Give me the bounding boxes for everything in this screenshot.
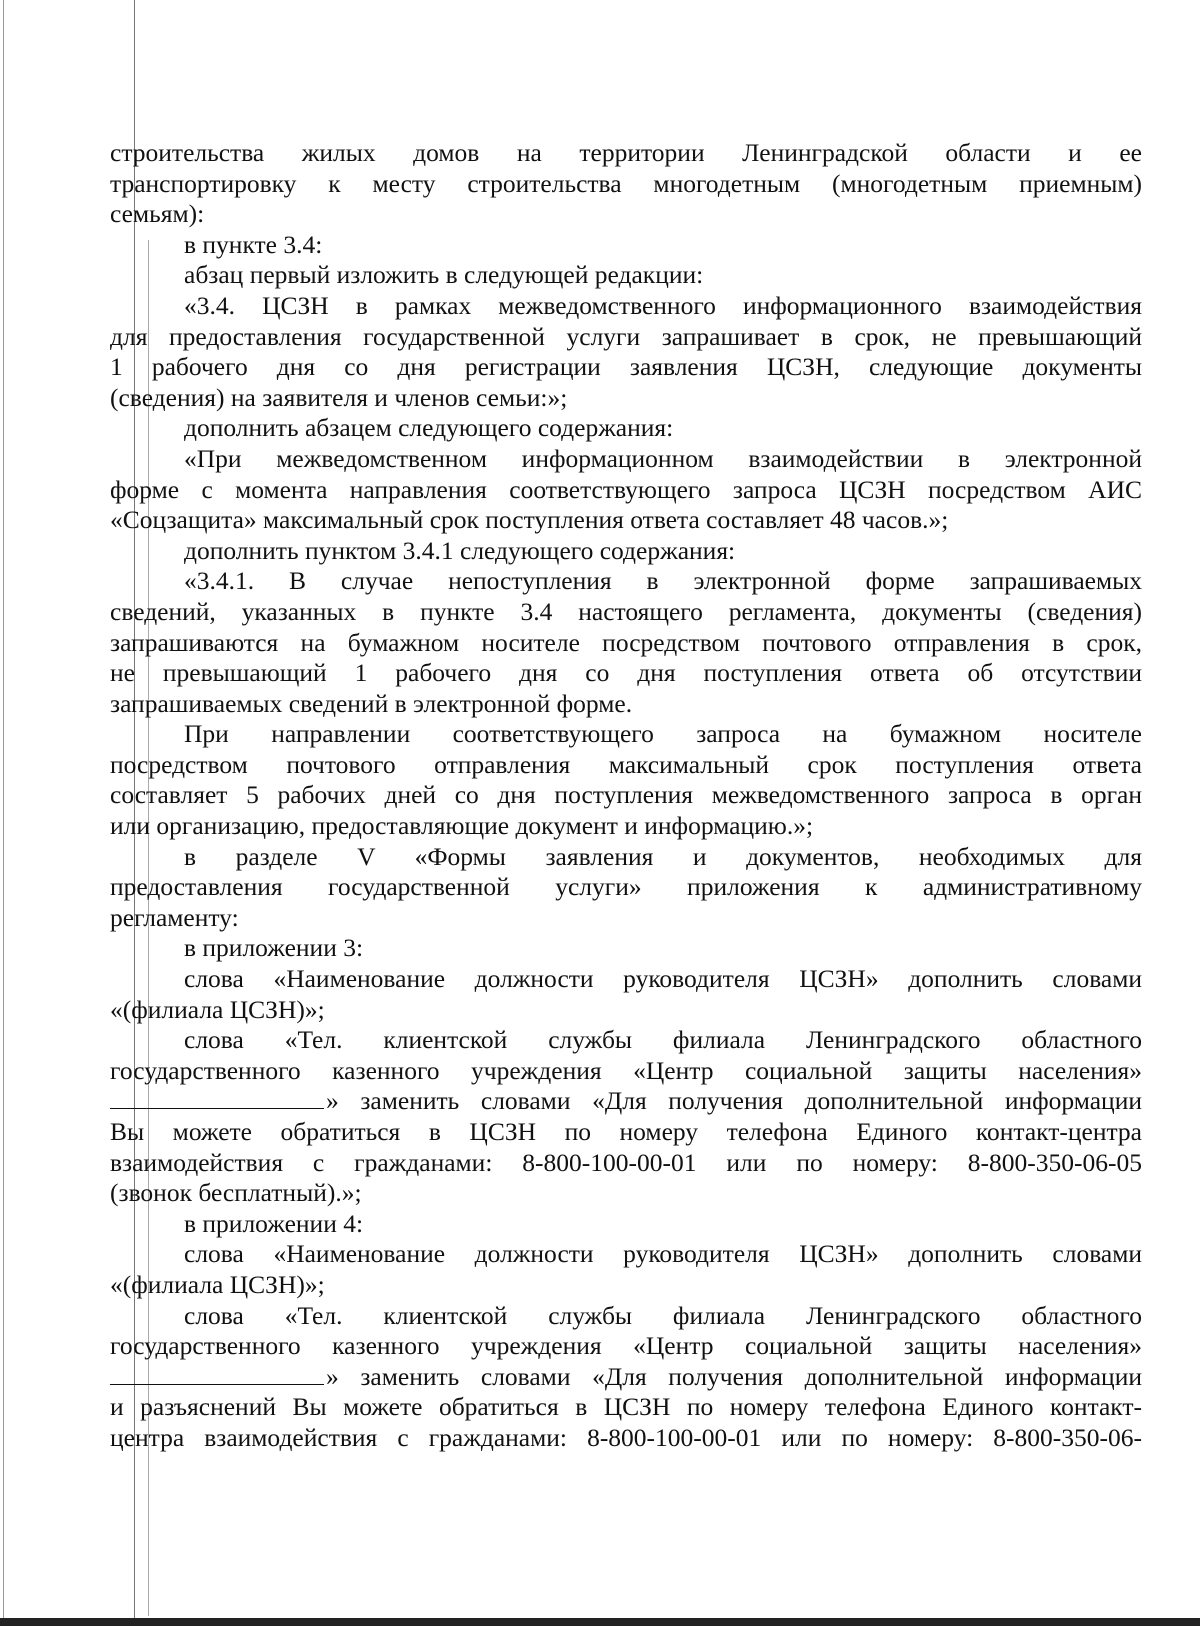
text-line-content: предоставления государственной услуги» приложения к административному <box>110 872 1142 902</box>
text-line-content: запрашиваемых сведений в электронной форме. <box>110 688 633 718</box>
text-line-content: посредством почтового отправления максимальный срок поступления ответа <box>110 749 1142 779</box>
text-line <box>110 536 1142 567</box>
text-line-content: «Соцзащита» максимальный срок поступления ответа составляет 48 часов.»; <box>110 505 949 535</box>
text-line <box>110 1239 1142 1270</box>
text-line-content: запрашиваются на бумажном носителе посредством почтового отправления в срок, <box>110 627 1142 657</box>
text-line <box>110 1148 1142 1179</box>
text-line-content: абзац первый изложить в следующей редакции: <box>184 260 704 290</box>
text-line-content: слова «Наименование должности руководителя ЦСЗН» дополнить словами <box>184 1239 1142 1269</box>
text-line-content: государственного казенного учреждения «Центр социальной защиты населения» <box>110 1055 1142 1085</box>
text-line <box>110 1025 1142 1056</box>
text-line <box>110 169 1142 200</box>
text-line-content: государственного казенного учреждения «Центр социальной защиты населения» <box>110 1331 1142 1361</box>
text-line <box>110 291 1142 322</box>
text-line-content: в приложении 4: <box>184 1208 364 1238</box>
scan-bottom-edge <box>0 1618 1200 1626</box>
text-line-content: » заменить словами «Для получения дополнительной информации <box>326 1086 1142 1116</box>
text-line <box>110 964 1142 995</box>
text-line <box>110 352 1142 383</box>
text-line <box>110 1209 1142 1240</box>
text-line <box>110 444 1142 475</box>
text-line-content: » заменить словами «Для получения дополнительной информации <box>326 1361 1142 1391</box>
text-line-content: (звонок бесплатный).»; <box>110 1178 362 1208</box>
text-line <box>110 1056 1142 1087</box>
text-line-content: 1 рабочего дня со дня регистрации заявления ЦСЗН, следующие документы <box>110 352 1142 382</box>
text-line <box>110 322 1142 353</box>
text-line-content: центра взаимодействия с гражданами: 8-800-100-00-01 или по номеру: 8-800-350-06- <box>110 1422 1142 1452</box>
text-line <box>110 1362 1142 1393</box>
text-line <box>110 995 1142 1026</box>
text-line-content: При направлении соответствующего запроса на бумажном носителе <box>184 719 1142 749</box>
text-line <box>110 505 1142 536</box>
text-line <box>110 719 1142 750</box>
text-line <box>110 842 1142 873</box>
text-line <box>110 230 1142 261</box>
text-line-content: транспортировку к месту строительства многодетным (многодетным приемным) <box>110 168 1142 198</box>
text-line <box>110 658 1142 689</box>
text-line-content: семьям): <box>110 199 205 229</box>
text-line-content: дополнить пунктом 3.4.1 следующего содержания: <box>184 535 736 565</box>
text-line <box>110 811 1142 842</box>
text-line-content: составляет 5 рабочих дней со дня поступления межведомственного запроса в орган <box>110 780 1142 810</box>
text-line-content: регламенту: <box>110 902 239 932</box>
text-line-content: слова «Тел. клиентской службы филиала Ленинградского областного <box>184 1025 1142 1055</box>
text-line <box>110 383 1142 414</box>
text-line-content: «При межведомственном информационном взаимодействии в электронной <box>184 443 1142 473</box>
text-line <box>110 199 1142 230</box>
text-line-content: (сведения) на заявителя и членов семьи:»; <box>110 382 568 412</box>
text-line-content: слова «Наименование должности руководителя ЦСЗН» дополнить словами <box>184 964 1142 994</box>
text-line-content: дополнить абзацем следующего содержания: <box>184 413 674 443</box>
text-line <box>110 138 1142 169</box>
scan-artifact-left-edge-line <box>3 0 4 1618</box>
text-line <box>110 1301 1142 1332</box>
text-line-content: строительства жилых домов на территории Ленинградской области и ее <box>110 138 1142 167</box>
text-line-content: «3.4.1. В случае непоступления в электронной форме запрашиваемых <box>184 566 1142 596</box>
text-line <box>110 933 1142 964</box>
text-line <box>110 475 1142 506</box>
text-line <box>110 780 1142 811</box>
text-line <box>110 628 1142 659</box>
text-line-content: в пункте 3.4: <box>184 229 323 259</box>
text-line <box>110 413 1142 444</box>
text-line-content: для предоставления государственной услуги запрашивает в срок, не превышающий <box>110 321 1142 351</box>
text-line-content: слова «Тел. клиентской службы филиала Ленинградского областного <box>184 1300 1142 1330</box>
text-line-content: Вы можете обратиться в ЦСЗН по номеру телефона Единого контакт-центра <box>110 1117 1142 1146</box>
text-line <box>110 872 1142 903</box>
text-line-content: сведений, указанных в пункте 3.4 настоящего регламента, документы (сведения) <box>110 596 1142 626</box>
text-line <box>110 1423 1142 1454</box>
text-line-content: в разделе V «Формы заявления и документов, необходимых для <box>184 841 1142 871</box>
text-line-content: «(филиала ЦСЗН)»; <box>110 1269 325 1299</box>
text-line <box>110 1086 1142 1117</box>
text-line <box>110 597 1142 628</box>
text-line <box>110 750 1142 781</box>
text-line <box>110 903 1142 934</box>
text-line <box>110 1178 1142 1209</box>
text-line <box>110 566 1142 597</box>
text-line <box>110 1117 1142 1148</box>
text-line-content: «3.4. ЦСЗН в рамках межведомственного информационного взаимодействия <box>184 290 1142 320</box>
text-line-content: или организацию, предоставляющие документ и информацию.»; <box>110 811 814 841</box>
blank-underline <box>110 1362 324 1385</box>
text-line-content: не превышающий 1 рабочего дня со дня поступления ответа об отсутствии <box>110 658 1142 688</box>
text-line <box>110 689 1142 720</box>
text-line <box>110 1331 1142 1362</box>
text-line-content: в приложении 3: <box>184 933 364 963</box>
text-line-content: «(филиала ЦСЗН)»; <box>110 994 325 1024</box>
text-line <box>110 260 1142 291</box>
text-line-content: форме с момента направления соответствующего запроса ЦСЗН посредством АИС <box>110 474 1142 504</box>
text-line <box>110 1392 1142 1423</box>
text-line <box>110 1270 1142 1301</box>
text-line-content: взаимодействия с гражданами: 8-800-100-00-01 или по номеру: 8-800-350-06-05 <box>110 1147 1142 1177</box>
text-line-content: и разъяснений Вы можете обратиться в ЦСЗН по номеру телефона Единого контакт- <box>110 1392 1142 1422</box>
document-page <box>110 138 1142 1454</box>
blank-underline <box>110 1086 324 1109</box>
